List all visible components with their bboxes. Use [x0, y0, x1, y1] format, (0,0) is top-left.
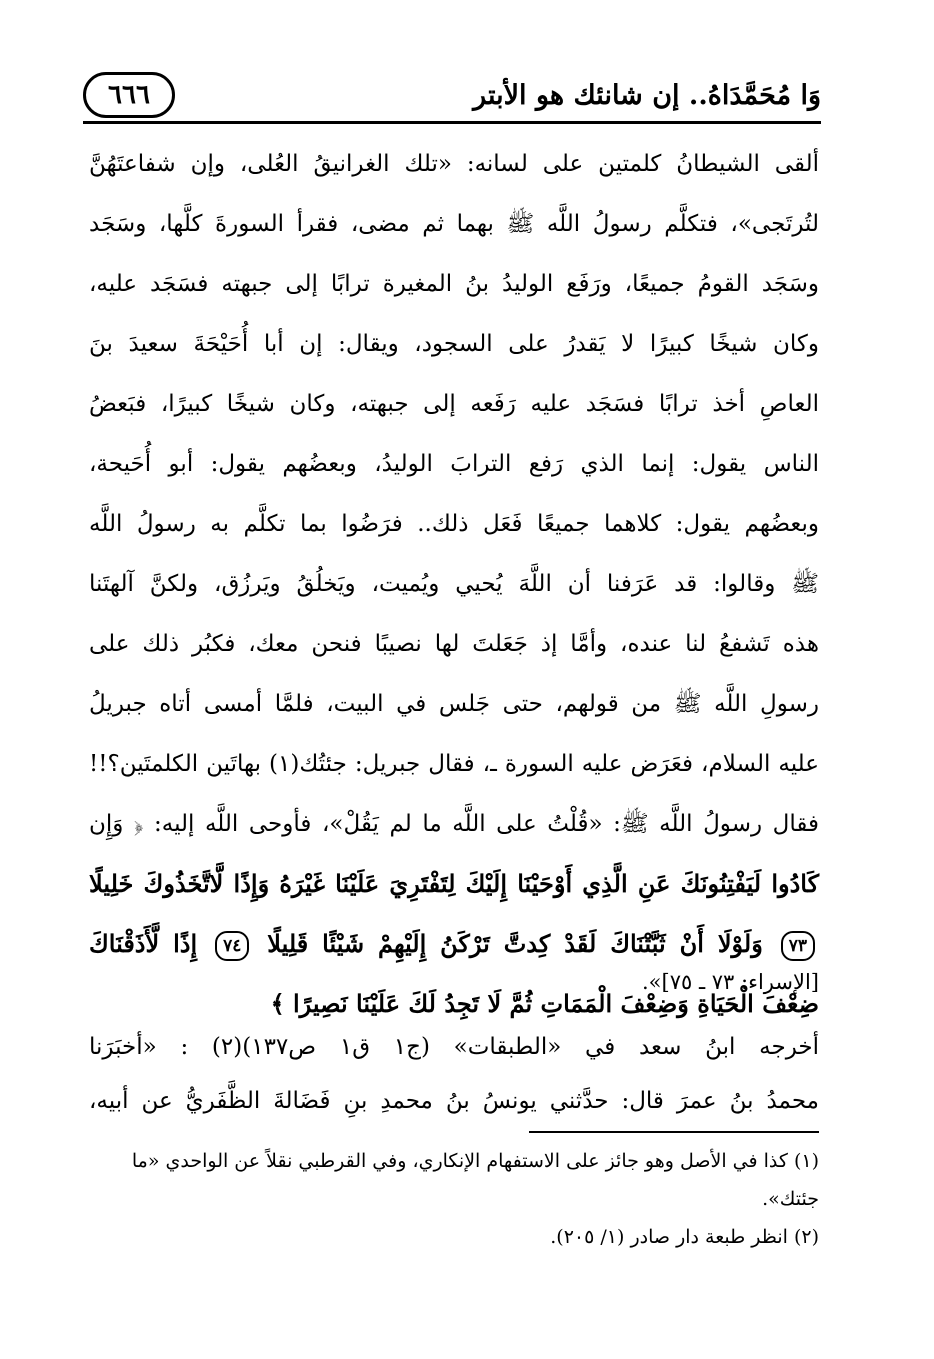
text-line: ألقى الشيطانُ كلمتين على لسانه: «تلك الغرانيقُ العُلى، وإن شفاعتَهُنَّ — [89, 151, 819, 177]
footnotes — [89, 1142, 819, 1256]
text-line: الناس يقول: إنما الذي رَفع الترابَ الوليدُ، وبعضُهم يقول: أبو أُحَيحة، — [89, 451, 819, 477]
ayah-marker: ٧٤ — [215, 931, 249, 961]
footnote: (١) كذا في الأصل وهو جائز على الاستفهام الإنكاري، وفي القرطبي نقلاً عن الواحدي «ما جئتك». — [131, 1150, 819, 1210]
footnote-separator — [529, 1131, 819, 1133]
quran-verse-line: ضِعْفَ الْحَيَاةِ وَضِعْفَ الْمَمَاتِ ثُمَّ لَا تَجِدُ لَكَ عَلَيْنَا نَصِيرًا ﴾ — [270, 989, 819, 1018]
text-line: وسَجَد القومُ جميعًا، ورَفَع الوليدُ بنُ المغيرة ترابًا إلى جبهته فسَجَد عليه، — [89, 271, 819, 297]
quran-verse-line: كَادُوا لَيَفْتِنُونَكَ عَنِ الَّذِي أَوْحَيْنَا إِلَيْكَ لِتَفْتَرِيَ عَلَيْنَا غَيْرَهُ وَإِذًا لَّاتَّخَذُوكَ خَلِيلًا — [89, 869, 819, 898]
text-line: عليه السلام، فعَرَض عليه السورة ـ، فقال جبريل: جئتُك(١) بهاتَين الكلمتَين؟!! — [89, 751, 819, 777]
page-header — [83, 72, 821, 124]
main-text — [89, 134, 819, 1034]
text-line: هذه تَشفعُ لنا عنده، وأمَّا إذ جَعَلتَ لها نصيبًا فنحن معك، فكبُر ذلك على — [89, 631, 819, 657]
running-title: وَا مُحَمَّدَاهُ.. إن شانئك هو الأبتر — [473, 80, 821, 111]
header-rule — [83, 121, 821, 124]
text-line: أخرجه ابنُ سعد في «الطبقات» (ج١ ق١ ص١٣٧)(٢) : «أخبَرَنا — [89, 1034, 819, 1060]
text-line: وكان شيخًا كبيرًا لا يَقدرُ على السجود، ويقال: إن أبا أُحَيْحَةَ سعيدَ بنَ — [89, 331, 819, 357]
verse-text: إِذًا لَّأَذَقْنَاكَ — [89, 929, 198, 958]
text-line: فقال رسولُ اللَّه ﷺ: «قُلْتُ على اللَّه ما لم يَقُلْ»، فأوحى اللَّه إليه: ﴿ وَإِن — [89, 811, 819, 837]
verse-citation: [الإسراء: ٧٣ ـ ٧٥]». — [641, 970, 819, 994]
text-line: لتُرتَجى»، فتكلَّم رسولُ اللَّه ﷺ بهما ثم مضى، فقرأ السورةَ كلَّها، وسَجَد — [89, 211, 819, 237]
text-line: رسولِ اللَّه ﷺ من قولهم، حتى جَلس في البيت، فلمَّا أمسى أتاه جبريلُ — [89, 691, 819, 717]
page-number: ٦٦٦ — [83, 72, 175, 118]
text-line: ﷺ وقالوا: قد عَرَفنا أن اللَّهَ يُحيي ويُميت، ويَخلُقُ ويَرزُق، ولكنَّ آلهتَنا — [89, 571, 819, 597]
footnote: (٢) انظر طبعة دار صادر (١/ ٢٠٥). — [550, 1226, 819, 1248]
text-line: العاصِ أخذ ترابًا فسَجَد عليه رَفَعه إلى جبهته، وكان شيخًا كبيرًا، فبَعضُ — [89, 391, 819, 417]
source-paragraph — [89, 1020, 819, 1128]
text-line: محمدُ بنُ عمرَ قال: حدَّثني يونسُ بنُ محمدِ بنِ فَضَالةَ الظَّفَريُّ عن أبيه، — [89, 1088, 819, 1114]
ayah-marker: ٧٣ — [781, 931, 815, 961]
text-line: وبعضُهم يقول: كلاهما جميعًا فَعَل ذلك.. فرَضُوا بما تكلَّم به رسولُ اللَّه — [89, 511, 819, 537]
verse-text: وَلَوْلَا أَنْ ثَبَّتْنَاكَ لَقَدْ كِدتَّ تَرْكَنُ إِلَيْهِمْ شَيْئًا قَلِيلًا — [267, 929, 763, 958]
